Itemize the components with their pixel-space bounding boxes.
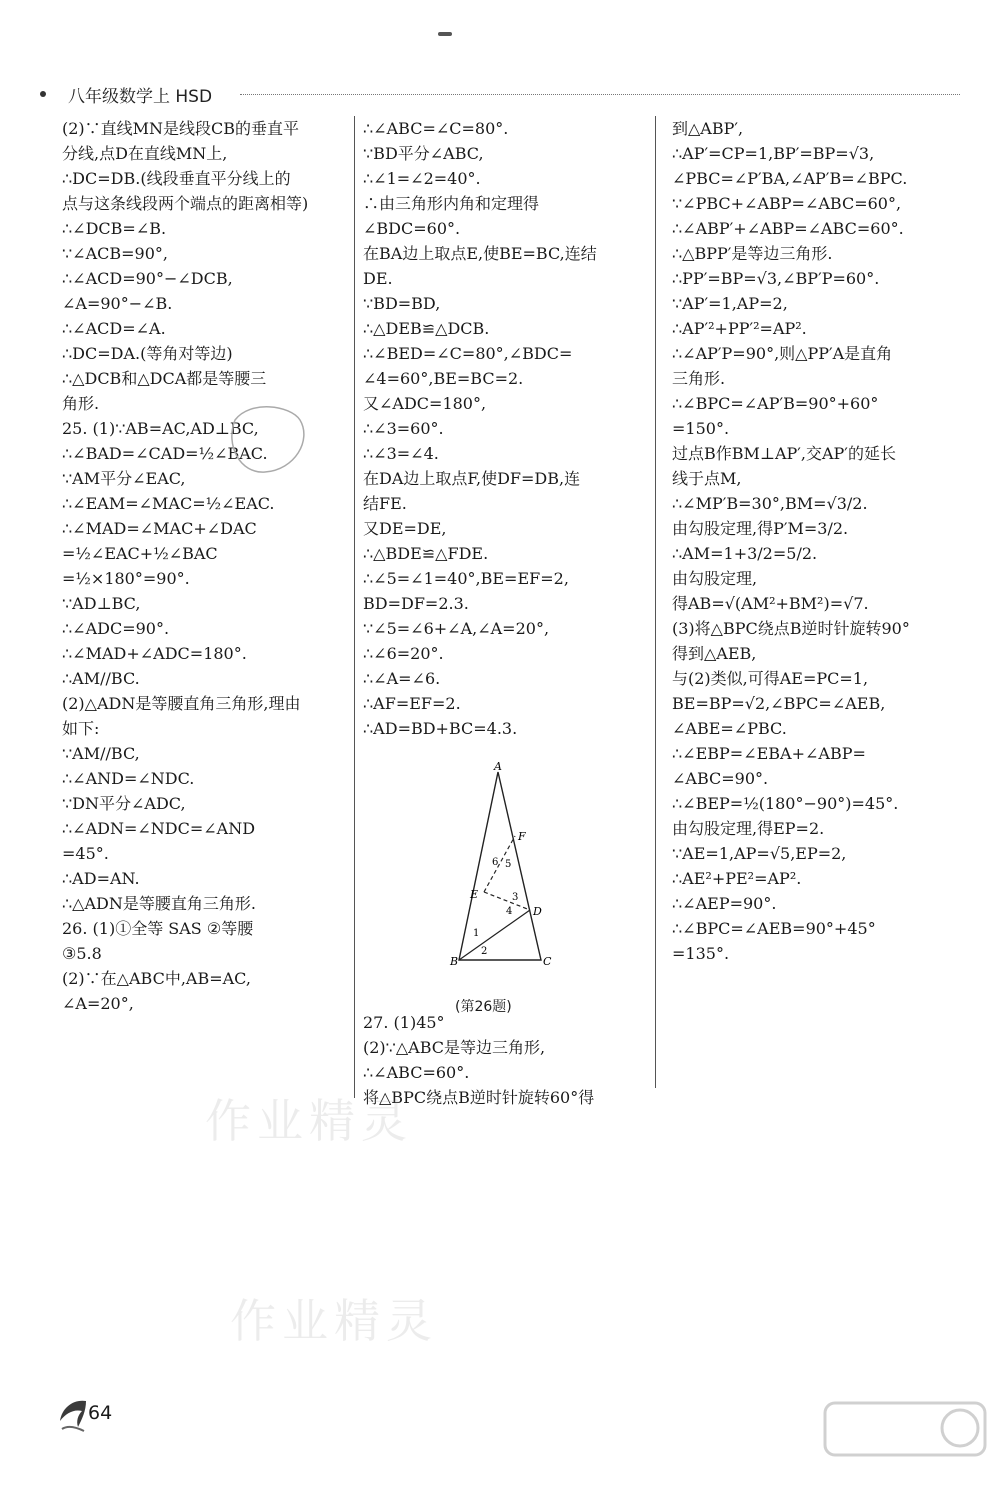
text-line: ∴∠BPC=∠AP′B=90°+60° — [672, 394, 879, 413]
text-line: ∴AP′=CP=1,BP′=BP=√3, — [672, 144, 875, 163]
text-line: 25. (1)∵AB=AC,AD⊥BC, — [62, 419, 259, 438]
text-line: ∴∠ABC=∠C=80°. — [363, 119, 509, 138]
site-logo-icon — [820, 1398, 990, 1478]
text-line: ∴∠AP′P=90°,则△PP′A是直角 — [672, 344, 893, 363]
text-line: ∴∠MAD=∠MAC+∠DAC — [62, 519, 257, 538]
text-line: ∴△BPP′是等边三角形. — [672, 244, 833, 263]
text-line: (2)△ADN是等腰直角三角形,理由 — [62, 694, 301, 713]
text-line: ∴∠DCB=∠B. — [62, 219, 167, 238]
column-divider — [655, 116, 656, 1088]
text-line: ∵DN平分∠ADC, — [62, 794, 186, 813]
text-line: ∴DC=DB.(线段垂直平分线上的 — [62, 169, 291, 188]
label-f: F — [518, 830, 526, 843]
label-3: 3 — [512, 892, 519, 903]
text-line: ∴∠ADC=90°. — [62, 619, 170, 638]
text-line: 在DA边上取点F,使DF=DB,连 — [363, 469, 581, 488]
text-line: ∵AP′=1,AP=2, — [672, 294, 788, 313]
text-line: 到△ABP′, — [672, 119, 744, 138]
text-line: 得AB=√(AM²+BM²)=√7. — [672, 594, 869, 613]
text-line: ∴△DEB≌△DCB. — [363, 319, 490, 338]
text-line: =135°. — [672, 944, 730, 963]
text-line: 点与这条线段两个端点的距离相等) — [62, 194, 309, 213]
label-d: D — [533, 905, 542, 918]
text-line: ∴∠ACD=∠A. — [62, 319, 166, 338]
text-line: ∴PP′=BP=√3,∠BP′P=60°. — [672, 269, 880, 288]
label-c: C — [543, 955, 552, 968]
label-2: 2 — [481, 946, 488, 957]
text-line: BE=BP=√2,∠BPC=∠AEB, — [672, 694, 886, 713]
text-line: ∴∠EBP=∠EBA+∠ABP= — [672, 744, 866, 763]
label-5: 5 — [505, 859, 512, 870]
header-title: 八年级数学上 HSD — [68, 87, 213, 107]
text-line: 过点B作BM⊥AP′,交AP′的延长 — [672, 444, 896, 463]
header-rule — [240, 94, 960, 95]
text-line: DE. — [363, 269, 393, 288]
text-line: 三角形. — [672, 369, 726, 388]
text-line: 26. (1)①全等 SAS ②等腰 — [62, 919, 254, 938]
text-line: 分线,点D在直线MN上, — [62, 144, 228, 163]
text-line: 如下: — [62, 719, 100, 738]
text-line: ∠A=20°, — [62, 994, 134, 1013]
text-line: ∴AM//BC. — [62, 669, 140, 688]
page-number: 64 — [88, 1402, 113, 1424]
text-line: ∵AE=1,AP=√5,EP=2, — [672, 844, 847, 863]
text-line: ∴△ADN是等腰直角三角形. — [62, 894, 256, 913]
text-line: ∴∠ABC=60°. — [363, 1063, 470, 1082]
text-line: ∴∠MP′B=30°,BM=√3/2. — [672, 494, 868, 513]
label-6: 6 — [492, 857, 499, 868]
text-line: ∴AD=AN. — [62, 869, 140, 888]
text-line: ∴AF=EF=2. — [363, 694, 461, 713]
text-line: ∵BD平分∠ABC, — [363, 144, 484, 163]
text-line: ∠BDC=60°. — [363, 219, 461, 238]
text-line: ∵AM//BC, — [62, 744, 140, 763]
text-line: ∴∠BED=∠C=80°,∠BDC= — [363, 344, 573, 363]
text-line: ∴∠5=∠1=40°,BE=EF=2, — [363, 569, 569, 588]
text-line: =45°. — [62, 844, 109, 863]
triangle-figure — [445, 760, 565, 1000]
text-line: 角形. — [62, 394, 100, 413]
text-line: ∴△BDE≌△FDE. — [363, 544, 489, 563]
text-line: (2)∵直线MN是线段CB的垂直平 — [62, 119, 300, 138]
text-line: =½∠EAC+½∠BAC — [62, 544, 218, 563]
text-line: ∠PBC=∠P′BA,∠AP′B=∠BPC. — [672, 169, 908, 188]
text-line: 将△BPC绕点B逆时针旋转60°得 — [363, 1088, 595, 1107]
label-4: 4 — [506, 906, 513, 917]
text-line: ∵∠5=∠6+∠A,∠A=20°, — [363, 619, 550, 638]
text-line: =150°. — [672, 419, 730, 438]
text-line: (2)∵在△ABC中,AB=AC, — [62, 969, 251, 988]
text-line: ∴∠MAD+∠ADC=180°. — [62, 644, 247, 663]
text-line: ∴AP′²+PP′²=AP². — [672, 319, 807, 338]
column-2 — [363, 116, 648, 741]
text-line: ∠4=60°,BE=BC=2. — [363, 369, 524, 388]
text-line: ∵∠PBC+∠ABP=∠ABC=60°, — [672, 194, 902, 213]
stamp-icon — [220, 400, 315, 480]
text-line: 在BA边上取点E,使BE=BC,连结 — [363, 244, 597, 263]
text-line: ③5.8 — [62, 944, 102, 963]
text-line: 由勾股定理,得P′M=3/2. — [672, 519, 849, 538]
column-1 — [62, 116, 344, 1016]
text-line: 得到△AEB, — [672, 644, 757, 663]
text-line: ∴∠3=60°. — [363, 419, 444, 438]
column-3 — [672, 116, 962, 966]
text-line: ∵BD=BD, — [363, 294, 441, 313]
label-a: A — [494, 760, 502, 773]
text-line: ∴∠6=20°. — [363, 644, 444, 663]
text-line: ∴∠BAD=∠CAD=½∠BAC. — [62, 444, 268, 463]
text-line: ∵AD⊥BC, — [62, 594, 141, 613]
text-line: ∴AE²+PE²=AP². — [672, 869, 802, 888]
text-line: ∴∠EAM=∠MAC=½∠EAC. — [62, 494, 275, 513]
text-line: ∴∠BPC=∠AEB=90°+45° — [672, 919, 876, 938]
page-header — [40, 82, 960, 106]
text-line: 由勾股定理,得EP=2. — [672, 819, 825, 838]
label-b: B — [450, 955, 459, 968]
text-line: ∴∠3=∠4. — [363, 444, 439, 463]
label-1: 1 — [473, 928, 480, 939]
text-line: (3)将△BPC绕点B逆时针旋转90° — [672, 619, 910, 638]
text-line: BD=DF=2.3. — [363, 594, 469, 613]
text-line: ∴△DCB和△DCA都是等腰三 — [62, 369, 267, 388]
text-line: ∠A=90°−∠B. — [62, 294, 173, 313]
dolphin-logo-icon — [56, 1395, 90, 1435]
text-line: ∠ABE=∠PBC. — [672, 719, 787, 738]
watermark-1: 作业精灵 — [205, 1094, 413, 1148]
text-line: ∴∠1=∠2=40°. — [363, 169, 481, 188]
text-line: 由勾股定理, — [672, 569, 758, 588]
bullet-icon — [40, 91, 46, 97]
text-line: ∵AM平分∠EAC, — [62, 469, 186, 488]
text-line: ∴∠AEP=90°. — [672, 894, 777, 913]
text-line: ∴由三角形内角和定理得 — [363, 194, 540, 213]
watermark-2: 作业精灵 — [230, 1294, 438, 1348]
text-line: 与(2)类似,可得AE=PC=1, — [672, 669, 869, 688]
text-line: 又DE=DE, — [363, 519, 447, 538]
text-line: 27. (1)45° — [363, 1013, 445, 1032]
text-line: ∴∠ABP′+∠ABP=∠ABC=60°. — [672, 219, 904, 238]
label-e: E — [470, 888, 479, 901]
top-mark — [438, 32, 452, 36]
figure-caption: (第26题) — [455, 999, 512, 1015]
column-divider — [354, 116, 355, 1098]
text-line: ∴∠A=∠6. — [363, 669, 441, 688]
text-line: 又∠ADC=180°, — [363, 394, 487, 413]
text-line: ∴AM=1+3/2=5/2. — [672, 544, 818, 563]
text-line: ∴AD=BD+BC=4.3. — [363, 719, 518, 738]
text-line: ∴∠ACD=90°−∠DCB, — [62, 269, 233, 288]
text-line: 结FE. — [363, 494, 407, 513]
text-line: =½×180°=90°. — [62, 569, 190, 588]
text-line: ∵∠ACB=90°, — [62, 244, 168, 263]
text-line: ∴∠ADN=∠NDC=∠AND — [62, 819, 256, 838]
text-line: 线于点M, — [672, 469, 742, 488]
text-line: (2)∵△ABC是等边三角形, — [363, 1038, 546, 1057]
text-line: ∴DC=DA.(等角对等边) — [62, 344, 233, 363]
text-line: ∠ABC=90°. — [672, 769, 769, 788]
text-line: ∴∠BEP=½(180°−90°)=45°. — [672, 794, 899, 813]
text-line: ∴∠AND=∠NDC. — [62, 769, 195, 788]
